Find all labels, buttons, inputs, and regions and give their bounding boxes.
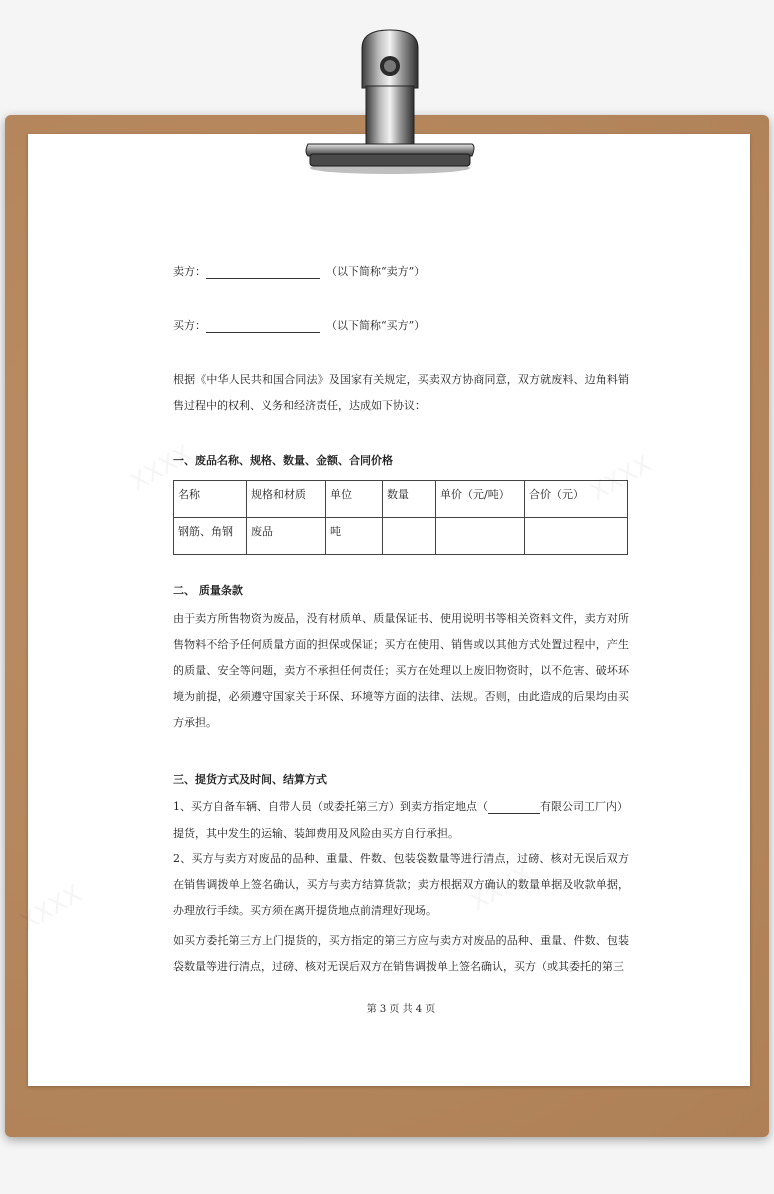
factory-name-blank	[488, 802, 540, 814]
section3-item1-suffix: 有限公司工厂内）	[540, 800, 628, 813]
section2-title: 二、 质量条款	[173, 584, 243, 597]
section3-item1-cont: 提货，其中发生的运输、装卸费用及风险由买方自行承担。	[173, 827, 459, 840]
table-cell	[436, 518, 525, 555]
section3-item2: 2、买方与卖方对废品的品种、重量、件数、包装袋数量等进行清点，过磅、核对无误后双方在销售调拨单上签名确认，买方与卖方结算货款；卖方根据双方确认的数量单据及收款单据，办理放行手续。买方须在离开提货地点前清理好现场。	[173, 852, 629, 917]
section3-title: 三、提货方式及时间、结算方式	[173, 773, 327, 786]
table-header-cell: 数量	[383, 481, 436, 518]
buyer-blank	[206, 321, 320, 333]
buyer-line	[173, 319, 425, 333]
goods-table	[173, 480, 628, 555]
table-header-cell: 合价（元）	[525, 481, 628, 518]
table-cell: 废品	[247, 518, 326, 555]
table-header-row	[174, 481, 628, 518]
section3-item1-line	[173, 800, 628, 814]
seller-line	[173, 265, 425, 279]
seller-label: 卖方：	[173, 265, 206, 278]
table-cell: 吨	[326, 518, 383, 555]
table-header-cell: 规格和材质	[247, 481, 326, 518]
table-cell	[525, 518, 628, 555]
page-footer: 第 3 页 共 4 页	[366, 1004, 436, 1015]
table-cell	[383, 518, 436, 555]
seller-blank	[206, 267, 320, 279]
table-header-cell: 单位	[326, 481, 383, 518]
intro-paragraph: 根据《中华人民共和国合同法》及国家有关规定，买卖双方协商同意，双方就废料、边角料销售过程中的权利、义务和经济责任，达成如下协议：	[173, 373, 629, 412]
buyer-suffix: （以下简称“买方”）	[326, 319, 426, 332]
seller-suffix: （以下简称“卖方”）	[326, 265, 426, 278]
section2-body: 由于卖方所售物资为废品，没有材质单、质量保证书、使用说明书等相关资料文件，卖方对所售物料不给予任何质量方面的担保或保证；买方在使用、销售或以其他方式处置过程中，产生的质量、安全等问题，卖方不承担任何责任；买方在处理以上废旧物资时，以不危害、破坏环境为前提，必须遵守国家关于环保、环境等方面的法律、法规。否则，由此造成的后果均由买方承担。	[173, 612, 629, 729]
table-row	[174, 518, 628, 555]
buyer-label: 买方：	[173, 319, 206, 332]
binder-clip-icon	[300, 28, 480, 178]
section1-title: 一、废品名称、规格、数量、金额、合同价格	[173, 454, 393, 467]
section3-item3: 如买方委托第三方上门提货的，买方指定的第三方应与卖方对废品的品种、重量、件数、包装袋数量等进行清点，过磅、核对无误后双方在销售调拨单上签名确认，买方（或其委托的第三	[173, 934, 629, 973]
table-header-cell: 名称	[174, 481, 247, 518]
section3-item1-prefix: 1、买方自备车辆、自带人员（或委托第三方）到卖方指定地点（	[173, 800, 488, 813]
table-cell: 钢筋、角钢	[174, 518, 247, 555]
table-header-cell: 单价（元/吨）	[436, 481, 525, 518]
